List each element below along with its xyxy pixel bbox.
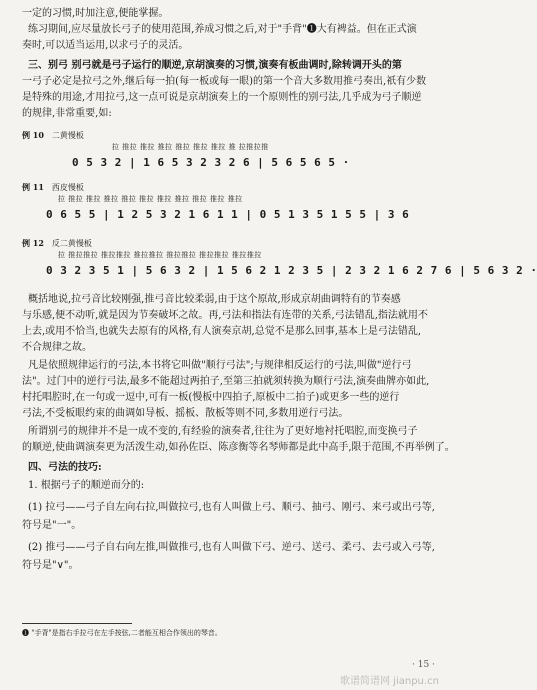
text-line: 的顺逆,使曲调演奏更为活泼生动,如孙佐臣、陈彦衡等名琴师都是此中高手,限于范围,不再举例了。 <box>22 442 455 453</box>
text-line: 弓法,不受板眼约束的曲调如导板、摇板、散板等则不同,多数用逆行弓法。 <box>22 408 349 419</box>
text-line: 与乐感,便不动听,就是因为节奏破坏之故。再,弓法和指法有连带的关系,弓法错乱,指法就用不 <box>22 310 428 321</box>
section-heading: 四、弓法的技巧: <box>28 462 102 473</box>
text-line: 一弓子必定是拉弓之外,继后每一拍(每一板或每一眼)的第一个音大多数用推弓奏出,祇有少数 <box>22 76 427 87</box>
section-heading: 三、别弓 别弓就是弓子运行的顺逆,京胡演奏的习惯,演奏有板曲调时,除转调开头的第 <box>28 60 402 71</box>
text-line: 不合规律之故。 <box>22 342 92 353</box>
example-label: 例 10 二黄慢板 <box>22 130 84 140</box>
jianpu-notation: 0 3 2 3 5 1 | 5 6 3 2 | 1 5 6 2 1 2 3 5 | 2 3 2 1 6 2 7 6 | 5 6 3 2 · <box>46 264 537 277</box>
text-line: 凡是依照规律运行的弓法,本书将它叫做"顺行弓法";与规律相反运行的弓法,叫做"逆行弓 <box>28 360 412 371</box>
example-label: 例 12 反二黄慢板 <box>22 238 92 248</box>
text-line: 上去,或用不恰当,也就失去原有的风格,有人演奏京胡,总觉不是那么回事,基本上是弓法错乱, <box>22 326 422 337</box>
list-item: (2) 推弓——弓子自右向左推,叫做推弓,也有人叫做下弓、逆弓、送弓、柔弓、去弓或入弓等, <box>28 542 435 553</box>
text-line: 一定的习惯,时加注意,便能掌握。 <box>22 8 169 19</box>
list-item: (1) 拉弓——弓子自左向右拉,叫做拉弓,也有人叫做上弓、顺弓、抽弓、刚弓、来弓或出弓等, <box>28 502 435 513</box>
text-line: 概括地说,拉弓音比较刚强,推弓音比较柔弱,由于这个原故,形成京胡曲调特有的节奏感 <box>28 294 401 305</box>
bowing-marks: 拉 推拉推拉 推拉推拉 推拉推拉 推拉推拉 推拉推拉 推拉推拉 <box>58 251 262 259</box>
bowing-marks: 拉 推拉 推拉 推拉 推拉 推拉 推拉 推拉 推拉 推拉 推拉 <box>58 195 243 203</box>
jianpu-notation: 0 5 3 2 | 1 6 5 3 2 3 2 6 | 5 6 5 6 5 · <box>72 156 350 169</box>
footnote-rule <box>22 623 132 624</box>
text-line: 奏时,可以适当运用,以求弓子的灵活。 <box>22 40 189 51</box>
watermark: 歌谱简谱网 jianpu.cn <box>340 676 439 687</box>
text-line: 的规律,非常重要,如: <box>22 108 112 119</box>
example-label: 例 11 西皮慢板 <box>22 182 84 192</box>
footnote: ❶ "手背"是指右手拉弓在左手按弦,二者能互相合作领出的琴音。 <box>22 629 222 637</box>
text-line: 所谓别弓的规律并不是一成不变的,有经验的演奏者,往往为了更好地衬托唱腔,而变换弓子 <box>28 426 418 437</box>
page-number: · 15 · <box>412 660 435 670</box>
text-line: 村托唱腔时,在一句或一逗中,可有一板(慢板中四拍子,原板中二拍子)或更多一些的逆行 <box>22 392 400 403</box>
bowing-marks: 拉 推拉 推拉 推拉 推拉 推拉 推拉 推 拉推拉推 <box>112 143 269 151</box>
sub-heading: 1. 根据弓子的顺逆而分的: <box>28 480 145 491</box>
list-item-continued: 符号是"一"。 <box>22 520 82 531</box>
text-line: 练习期间,应尽量放长弓子的使用范围,养成习惯之后,对于"手背"❶大有裨益。但在正式演 <box>28 24 417 35</box>
text-line: 是特殊的用途,才用拉弓,这一点可说是京胡演奏上的一个原则性的别弓法,几乎成为弓子顺逆 <box>22 92 422 103</box>
list-item-continued: 符号是"∨"。 <box>22 560 79 571</box>
jianpu-notation: 0 6 5 5 | 1 2 5 3 2 1 6 1 1 | 0 5 1 3 5 1 5 5 | 3 6 <box>46 208 410 221</box>
text-line: 法"。过门中的逆行弓法,最多不能超过两拍子,至第三拍就须转换为顺行弓法,演奏曲牌亦如此, <box>22 376 430 387</box>
